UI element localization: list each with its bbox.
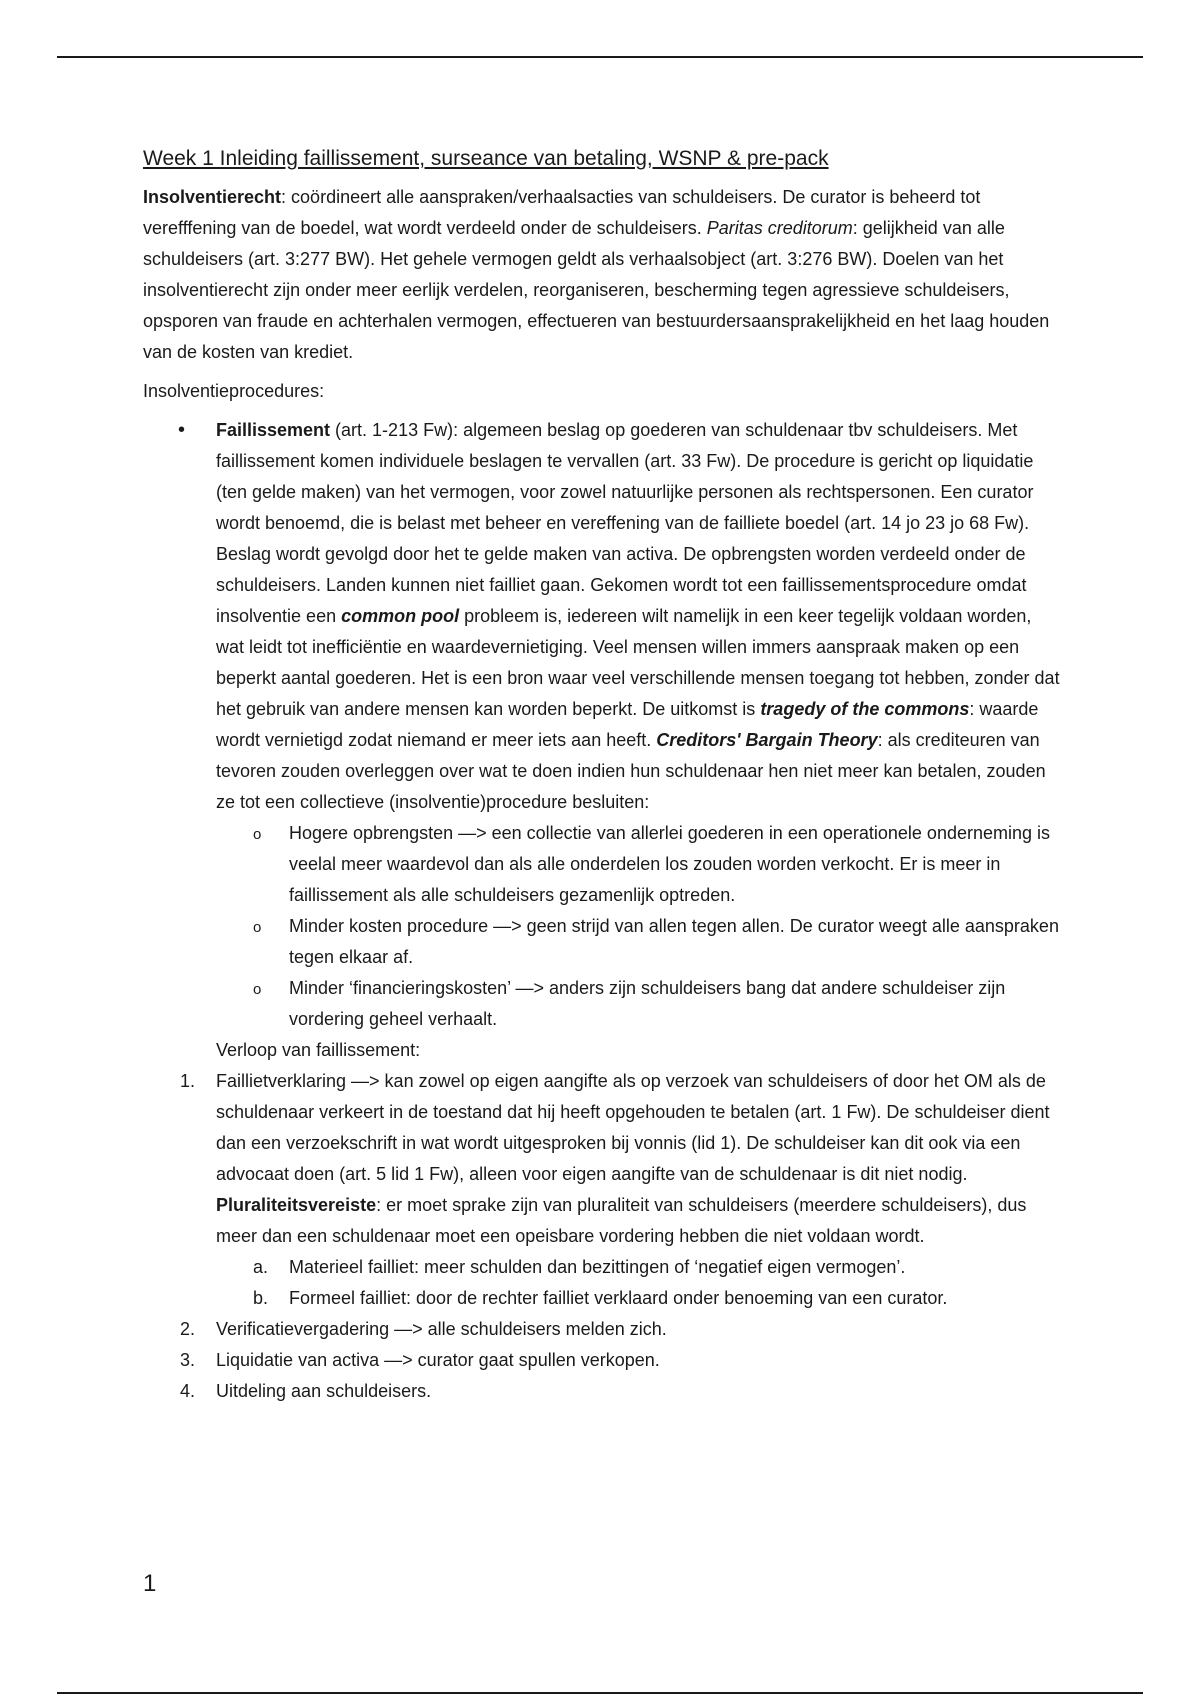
step-3 <box>180 1345 1063 1376</box>
intro-term: Insolventierecht <box>143 187 282 207</box>
list-item <box>253 1283 1063 1314</box>
intro-text-1: : coördineert alle aanspraken/verhaalsacties van schuldeisers. De curator is beheerd tot verefffening van de boedel, wat wordt verdeeld onder de schuldeisers. <box>143 187 981 238</box>
list-item-text: Verificatievergadering —> alle schuldeisers melden zich. <box>216 1319 667 1339</box>
faillissement-text-4: : als crediteuren van tevoren zouden overleggen over wat te doen indien hun schuldenaar hen niet meer kan betalen, zouden ze tot een collectieve (insolventie)procedure besluiten: <box>216 730 1046 812</box>
list-marker: 2. <box>180 1319 196 1339</box>
step-1-text-a: Faillietverklaring —> kan zowel op eigen aangifte als op verzoek van schuldeisers of door het OM als de schuldenaar verkeert in de toestand dat hij heeft opgehouden te betalen (art. 1 Fw). De schuldeiser dient dan een verzoekschrift in wat wordt uitgesproken bij vonnis (lid 1). De schuldeiser kan dit ook via een advocaat doen (art. 5 lid 1 Fw), alleen voor eigen aangifte van de schuldenaar is dit niet nodig. <box>216 1071 1050 1184</box>
list-marker: 4. <box>180 1381 196 1401</box>
list-marker: b. <box>253 1288 269 1308</box>
common-pool-term: common pool <box>341 606 460 626</box>
list-marker: 1. <box>180 1071 196 1091</box>
intro-paragraph <box>143 182 1063 368</box>
procedures-list <box>143 415 1063 1035</box>
faillissement-term: Faillissement <box>216 420 331 440</box>
step-1-sublist <box>216 1252 1063 1314</box>
list-item-text: Materieel failliet: meer schulden dan bezittingen of ‘negatief eigen vermogen’. <box>289 1257 906 1277</box>
tragedy-term: tragedy of the commons <box>760 699 970 719</box>
step-1-text-b: : er moet sprake zijn van pluraliteit van schuldeisers (meerdere schuldeisers), dus meer dan een schuldenaar moet een opeisbare vordering hebben die niet voldaan wordt. <box>216 1195 1027 1246</box>
verloop-list <box>143 1066 1063 1407</box>
intro-latin-term: Paritas creditorum <box>706 218 853 238</box>
intro-text-2: : gelijkheid van alle schuldeisers (art. 3:277 BW). Het gehele vermogen geldt als verhaalsobject (art. 3:276 BW). Doelen van het insolventierecht zijn onder meer eerlijk verdelen, reorganiseren, bescherming tegen agressieve schuldeisers, opsporen van fraude en achterhalen vermogen, effectueren van bestuurdersaansprakelijkheid en het laag houden van de kosten van krediet. <box>143 218 1050 362</box>
faillissement-text-2: probleem is, iedereen wilt namelijk in een keer tegelijk voldaan worden, wat leidt tot inefficiëntie en waardevernietiging. Veel mensen willen immers aanspraak maken op een beperkt aantal goederen. Het is een bron waar veel verschillende mensen toegang tot hebben, zonder dat het gebruik van andere mensen kan worden beperkt. De uitkomst is <box>216 606 1060 719</box>
cbt-term: Creditors' Bargain Theory <box>656 730 878 750</box>
list-item: o Minder kosten procedure —> geen strijd van allen tegen allen. De curator weegt alle aanspraken tegen elkaar af. <box>289 911 1063 973</box>
cbt-sublist <box>216 818 1063 1035</box>
header-rule <box>57 56 1143 58</box>
pluraliteit-term: Pluraliteitsvereiste <box>216 1195 377 1215</box>
list-item-text: Formeel failliet: door de rechter failliet verklaard onder benoeming van een curator. <box>289 1288 948 1308</box>
list-item-text: Uitdeling aan schuldeisers. <box>216 1381 432 1401</box>
procedures-label: Insolventieprocedures: <box>143 381 325 401</box>
list-item: o Hogere opbrengsten —> een collectie van allerlei goederen in een operationele onderneming is veelal meer waardevol dan als alle onderdelen los zouden worden verkocht. Er is meer in faillissement als alle schuldeisers gezamenlijk optreden. <box>289 818 1063 911</box>
document-body <box>143 138 1063 1407</box>
list-item <box>253 1252 1063 1283</box>
step-2 <box>180 1314 1063 1345</box>
page-number: 1 <box>143 1570 157 1597</box>
list-item: o Minder ‘financieringskosten’ —> anders zijn schuldeisers bang dat andere schuldeiser zijn vordering geheel verhaalt. <box>289 973 1063 1035</box>
footer-rule <box>57 1692 1143 1694</box>
list-marker: 3. <box>180 1350 196 1370</box>
faillissement-text-3: : waarde wordt vernietigd zodat niemand er meer iets aan heeft. <box>216 699 1039 750</box>
faillissement-text-1: (art. 1-213 Fw): algemeen beslag op goederen van schuldenaar tbv schuldeisers. Met faillissement komen individuele beslagen te vervallen (art. 33 Fw). De procedure is gericht op liquidatie (ten gelde maken) van het vermogen, voor zowel natuurlijke personen als rechtspersonen. Een curator wordt benoemd, die is belast met beheer en vereffening van de failliete boedel (art. 14 jo 23 jo 68 Fw). Beslag wordt gevolgd door het te gelde maken van activa. De opbrengsten worden verdeeld onder de schuldeisers. Landen kunnen niet failliet gaan. Gekomen wordt tot een faillissementsprocedure omdat insolventie een <box>216 420 1034 626</box>
verloop-label: Verloop van faillissement: <box>216 1040 421 1060</box>
step-1 <box>180 1066 1063 1314</box>
list-marker: a. <box>253 1257 269 1277</box>
page-title: Week 1 Inleiding faillissement, surseance van betaling, WSNP & pre-pack <box>143 147 829 170</box>
list-item-faillissement <box>216 415 1063 1035</box>
step-4 <box>180 1376 1063 1407</box>
list-item-text: Liquidatie van activa —> curator gaat spullen verkopen. <box>216 1350 660 1370</box>
